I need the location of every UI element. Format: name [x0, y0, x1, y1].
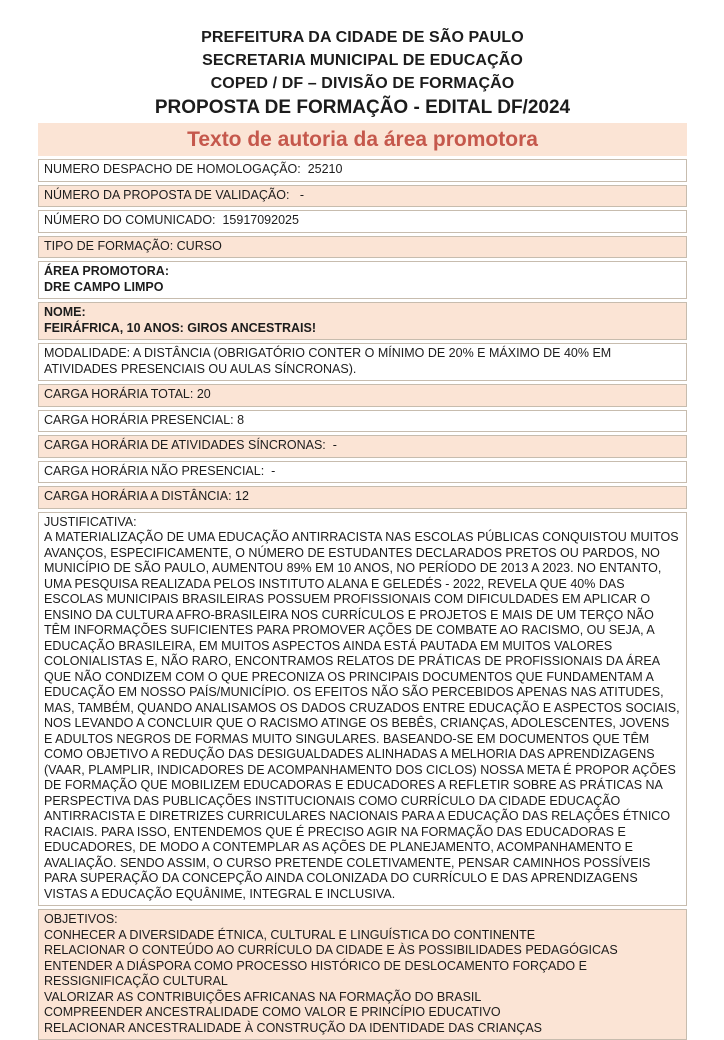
- form-table: [38, 159, 687, 1040]
- row-carga-horaria-total-line-0: CARGA HORÁRIA TOTAL: 20: [44, 387, 211, 401]
- row-area-promotora-line-1: DRE CAMPO LIMPO: [44, 279, 164, 294]
- row-carga-horaria-nao-presencial: [38, 461, 687, 484]
- header-line-prefeitura: PREFEITURA DA CIDADE DE SÃO PAULO: [201, 29, 524, 46]
- row-numero-despacho-homologacao-line-0: NUMERO DESPACHO DE HOMOLOGAÇÃO: 25210: [44, 162, 343, 176]
- row-objetivos-line-2: RELACIONAR O CONTEÚDO AO CURRÍCULO DA CIDADE E ÀS POSSIBILIDADES PEDAGÓGICAS: [44, 943, 618, 957]
- row-objetivos-line-3: ENTENDER A DIÁSPORA COMO PROCESSO HISTÓRICO DE DESLOCAMENTO FORÇADO E RESSIGNIFICAÇÃO CULTURAL: [44, 958, 591, 988]
- header-line-proposta: PROPOSTA DE FORMAÇÃO - EDITAL DF/2024: [154, 97, 571, 118]
- header-line-secretaria: SECRETARIA MUNICIPAL DE EDUCAÇÃO: [202, 52, 523, 69]
- row-carga-horaria-a-distancia: [38, 486, 687, 509]
- document-header: [38, 26, 687, 121]
- row-modalidade: [38, 343, 687, 381]
- row-objetivos-line-1: CONHECER A DIVERSIDADE ÉTNICA, CULTURAL E LINGUÍSTICA DO CONTINENTE: [44, 927, 536, 942]
- row-carga-horaria-nao-presencial-line-0: CARGA HORÁRIA NÃO PRESENCIAL: -: [44, 463, 276, 478]
- row-nome-line-0: NOME:: [44, 305, 86, 319]
- row-modalidade-line-0: MODALIDADE: A DISTÂNCIA (OBRIGATÓRIO CONTER O MÍNIMO DE 20% E MÁXIMO DE 40% EM ATIVIDADES PRESENCIAIS OU AULAS SÍNCRONAS).: [44, 346, 615, 376]
- row-objetivos-line-0: OBJETIVOS:: [44, 912, 118, 926]
- row-carga-horaria-total: [38, 384, 687, 407]
- row-justificativa-line-0: JUSTIFICATIVA:: [44, 514, 137, 529]
- banner-texto-autoria: Texto de autoria da área promotora: [38, 123, 687, 156]
- row-tipo-formacao: [38, 236, 687, 259]
- row-justificativa: [38, 512, 687, 907]
- row-carga-horaria-presencial: [38, 410, 687, 433]
- row-area-promotora-line-0: ÁREA PROMOTORA:: [44, 264, 169, 278]
- row-nome-line-1: FEIRÁFRICA, 10 ANOS: GIROS ANCESTRAIS!: [44, 320, 317, 335]
- row-numero-comunicado: [38, 210, 687, 233]
- row-objetivos-line-5: COMPREENDER ANCESTRALIDADE COMO VALOR E PRINCÍPIO EDUCATIVO: [44, 1005, 501, 1019]
- row-carga-horaria-atividades-sincronas: [38, 435, 687, 458]
- row-objetivos-line-6: RELACIONAR ANCESTRALIDADE À CONSTRUÇÃO DA IDENTIDADE DAS CRIANÇAS: [44, 1020, 543, 1035]
- row-numero-proposta-validacao-line-0: NÚMERO DA PROPOSTA DE VALIDAÇÃO: -: [44, 187, 305, 202]
- row-numero-despacho-homologacao: [38, 159, 687, 182]
- row-carga-horaria-atividades-sincronas-line-0: CARGA HORÁRIA DE ATIVIDADES SÍNCRONAS: -: [44, 438, 337, 452]
- header-line-coped: COPED / DF – DIVISÃO DE FORMAÇÃO: [210, 75, 515, 92]
- row-carga-horaria-presencial-line-0: CARGA HORÁRIA PRESENCIAL: 8: [44, 412, 245, 427]
- row-objetivos: [38, 909, 687, 1040]
- row-numero-comunicado-line-0: NÚMERO DO COMUNICADO: 15917092025: [44, 213, 299, 227]
- row-numero-proposta-validacao: [38, 185, 687, 208]
- row-area-promotora: [38, 261, 687, 299]
- row-carga-horaria-a-distancia-line-0: CARGA HORÁRIA A DISTÂNCIA: 12: [44, 489, 249, 503]
- row-objetivos-line-4: VALORIZAR AS CONTRIBUIÇÕES AFRICANAS NA FORMAÇÃO DO BRASIL: [44, 989, 482, 1004]
- row-justificativa-line-1: A MATERIALIZAÇÃO DE UMA EDUCAÇÃO ANTIRRACISTA NAS ESCOLAS PÚBLICAS CONQUISTOU MUITOS AVANÇOS, ESPECIFICAMENTE, O NÚMERO DE ESTUDANTES DECLARADOS PRETOS OU PARDOS, NO MUNICÍPIO DE SÃO PAULO, AUMENTOU 89% EM 10 ANOS, NO PERÍODO DE 2013 A 2023. NO ENTANTO, UMA PESQUISA REALIZADA PELOS INSTITUTO ALANA E GELEDÉS - 2022, REVELA QUE 40% DAS ESCOLAS MUNICIPAIS BRASILEIRAS POSSUEM PROFISSIONAIS COM DIFICULDADES EM APLICAR O ENSINO DA CULTURA AFRO-BRASILEIRA NOS CURRÍCULOS E PROJETOS E MAIS DE UM TERÇO NÃO TÊM INFORMAÇÕES SUFICIENTES PARA PROMOVER AÇÕES DE COMBATE AO RACISMO, OU SEJA, A EDUCAÇÃO BRASILEIRA, EM MUITOS ASPECTOS AINDA ESTÁ PAUTADA EM MUITOS VALORES COLONIALISTAS E, NÃO RARO, ENCONTRAMOS RELATOS DE PRÁTICAS DE PROFISSIONAIS DA ÁREA QUE NÃO CONDIZEM COM O QUE PRECONIZA OS PRINCIPAIS DOCUMENTOS QUE FUNDAMENTAM A EDUCAÇÃO EM NOSSO PAÍS/MUNICÍPIO. OS EFEITOS NÃO SÃO PERCEBIDOS APENAS NAS ATITUDES, MAS, TAMBÉM, QUANDO ANALISAMOS OS DADOS CRUZADOS ENTRE EDUCAÇÃO E ASPECTOS SOCIAIS, NOS LEVANDO A CONCLUIR QUE O RACISMO ATINGE OS BEBÊS, CRIANÇAS, ADOLESCENTES, JOVENS E ADULTOS NEGROS DE FORMAS MUITO SINGULARES. BASEANDO-SE EM DOCUMENTOS QUE TÊM COMO OBJETIVO A REDUÇÃO DAS DESIGUALDADES ALINHADAS A MELHORIA DAS APRENDIZAGENS (VAAR, PLAMPLIR, INDICADORES DE ACOMPANHAMENTO DOS CICLOS) NOSSA META É PROPOR AÇÕES DE FORMAÇÃO QUE MOBILIZEM EDUCADORAS E EDUCADORES A REFLETIR SOBRE AS PRÁTICAS NA PERSPECTIVA DAS PUBLICAÇÕES INSTITUCIONAIS COMO CURRÍCULO DA CIDADE EDUCAÇÃO ANTIRRACISTA E DIRETRIZES CURRICULARES NACIONAIS PARA A EDUCAÇÃO DAS RELAÇÕES ÉTNICO RACIAIS. PARA ISSO, ENTENDEMOS QUE É PRECISO AGIR NA FORMAÇÃO DAS EDUCADORAS E EDUCADORES, DE MODO A CONTEMPLAR AS AÇÕES DE PLANEJAMENTO, ACOMPANHAMENTO E AVALIAÇÃO. SENDO ASSIM, O CURSO PRETENDE COLETIVAMENTE, PENSAR CAMINHOS POSSÍVEIS PARA SUPERAÇÃO DA CONCEPÇÃO AINDA COLONIZADA DO CURRÍCULO E DAS APRENDIZAGENS VISTAS A EDUCAÇÃO EQUÂNIME, INTEGRAL E INCLUSIVA.: [44, 530, 684, 901]
- row-tipo-formacao-line-0: TIPO DE FORMAÇÃO: CURSO: [44, 238, 222, 253]
- row-nome: [38, 302, 687, 340]
